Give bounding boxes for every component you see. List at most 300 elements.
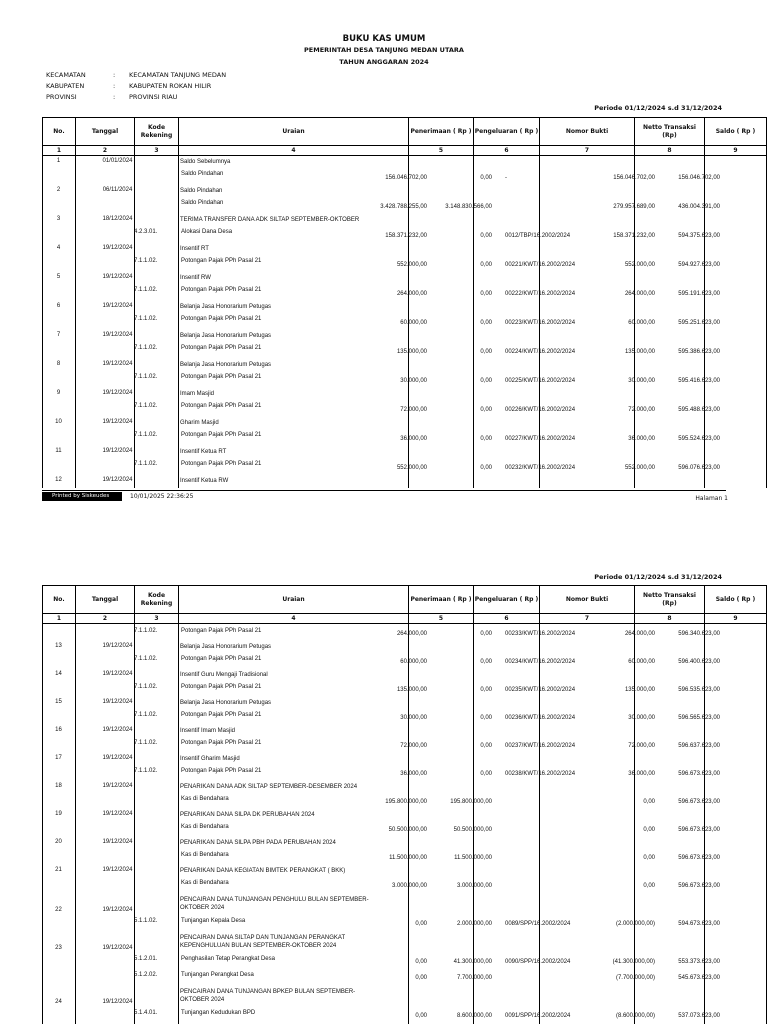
cell-saldo: 594.673.623,00 <box>678 921 720 927</box>
col-header-pengeluaran: Pengeluaran ( Rp ) <box>474 586 540 614</box>
col-header-uraian: Uraian <box>179 586 409 614</box>
cell-no: 16 <box>55 727 62 733</box>
cell-netto: 36.000,00 <box>628 436 655 442</box>
cell-uraian: Belanja Jasa Honorarium Petugas <box>180 362 272 368</box>
cell-uraian: Belanja Jasa Honorarium Petugas <box>180 333 272 339</box>
cell-pengeluaran: 0,00 <box>480 687 492 693</box>
cell-nomor-bukti: 0012/TBP/16.2002/2024 <box>505 233 571 239</box>
table-row <box>42 642 726 654</box>
cell-saldo: 553.373.623,00 <box>678 959 720 965</box>
cell-kode-rekening: 5.1.2.01. <box>134 956 158 962</box>
cell-uraian: PENCAIRAN DANA TUNJANGAN PENGHULU BULAN SEPTEMBER-OKTOBER 2024 <box>180 897 369 911</box>
table-row <box>42 459 726 476</box>
table-row <box>42 866 726 878</box>
cell-penerimaan: 552.000,00 <box>396 465 427 471</box>
cell-uraian: Potongan Pajak PPh Pasal 21 <box>181 287 262 293</box>
col-header-penerimaan: Penerimaan ( Rp ) <box>409 118 474 146</box>
cell-tanggal: 19/12/2024 <box>102 945 133 951</box>
col-header-tanggal: Tanggal <box>76 586 135 614</box>
table-row <box>42 1008 726 1024</box>
cell-uraian: Kas di Bendahara <box>181 824 229 830</box>
col-number: 4 <box>179 614 409 624</box>
cell-no: 1 <box>56 158 61 164</box>
cell-tanggal: 19/12/2024 <box>102 699 133 705</box>
cell-uraian: Belanja Jasa Honorarium Petugas <box>180 644 272 650</box>
page-number: Halaman 1 <box>695 495 728 502</box>
col-number: 5 <box>409 146 474 156</box>
cell-penerimaan: 36.000,00 <box>400 771 427 777</box>
col-header-tanggal: Tanggal <box>76 118 135 146</box>
printed-by-label: Printed by Siskeudes <box>42 492 122 501</box>
cell-uraian: Potongan Pajak PPh Pasal 21 <box>181 316 262 322</box>
cell-uraian: Belanja Jasa Honorarium Petugas <box>180 700 272 706</box>
cell-saldo: 595.488.623,00 <box>678 407 720 413</box>
cell-penerimaan: 0,00 <box>415 959 427 965</box>
cell-pengeluaran: 0,00 <box>480 291 492 297</box>
col-header-saldo: Saldo ( Rp ) <box>705 118 767 146</box>
table-row <box>42 314 726 331</box>
cell-saldo: 596.673.623,00 <box>678 827 720 833</box>
table-row <box>42 372 726 389</box>
cell-no: 17 <box>55 755 62 761</box>
col-header-pengeluaran: Pengeluaran ( Rp ) <box>474 118 540 146</box>
cell-saldo: 156.046.702,00 <box>678 175 720 181</box>
cell-uraian: Potongan Pajak PPh Pasal 21 <box>181 712 262 718</box>
cell-penerimaan: 135.000,00 <box>396 349 427 355</box>
cell-uraian: Insentif Ketua RW <box>180 478 229 484</box>
table-row <box>42 810 726 822</box>
table-row <box>42 227 726 244</box>
footer-divider <box>42 490 726 491</box>
cell-pengeluaran: 0,00 <box>480 233 492 239</box>
cell-tanggal: 19/12/2024 <box>102 907 133 913</box>
cell-nomor-bukti: 00227/KWT/16.2002/2024 <box>505 436 576 442</box>
cell-no: 7 <box>56 332 61 338</box>
cell-penerimaan: 60.000,00 <box>400 320 427 326</box>
table-row <box>42 782 726 794</box>
cell-tanggal: 19/12/2024 <box>102 245 133 251</box>
cell-saldo: 545.673.623,00 <box>678 975 720 981</box>
cell-saldo: 537.073.623,00 <box>678 1013 720 1019</box>
table-row <box>42 418 726 430</box>
cell-netto: 60.000,00 <box>628 659 655 665</box>
cell-no: 15 <box>55 699 62 705</box>
cell-saldo: 594.927.623,00 <box>678 262 720 268</box>
cell-pengeluaran: 0,00 <box>480 407 492 413</box>
cell-uraian: Insentif Imam Masjid <box>180 728 236 734</box>
cell-penerimaan: 156.046.702,00 <box>385 175 427 181</box>
cell-uraian: Kas di Bendahara <box>181 796 229 802</box>
table-row <box>42 169 726 186</box>
cell-saldo: 595.191.623,00 <box>678 291 720 297</box>
cell-saldo: 596.535.623,00 <box>678 687 720 693</box>
cell-no: 18 <box>55 783 62 789</box>
cell-uraian: Insentif RT <box>180 246 209 252</box>
cell-tanggal: 06/11/2024 <box>102 187 133 193</box>
cell-pengeluaran: 50.500.000,00 <box>453 827 492 833</box>
col-number: 5 <box>409 614 474 624</box>
cell-netto: (7.700.000,00) <box>615 975 655 981</box>
table-row <box>42 654 726 670</box>
col-header-kode: Kode Rekening <box>135 118 179 146</box>
cell-uraian: PENARIKAN DANA SILPA DK PERUBAHAN 2024 <box>180 812 315 818</box>
cell-penerimaan: 3.000.000,00 <box>391 883 427 889</box>
cell-kode-rekening: 7.1.1.02. <box>134 374 158 380</box>
cell-pengeluaran: 3.148.830.566,00 <box>445 204 492 210</box>
cell-penerimaan: 195.800.000,00 <box>385 799 427 805</box>
cell-uraian: PENARIKAN DANA SILPA PBH PADA PERUBAHAN 2024 <box>180 840 336 846</box>
cell-uraian: Saldo Pindahan <box>180 188 223 194</box>
table-row <box>42 954 726 970</box>
cell-pengeluaran: 0,00 <box>480 631 492 637</box>
cell-tanggal: 19/12/2024 <box>102 274 133 280</box>
cell-uraian: Insentif Ketua RT <box>180 449 227 455</box>
cell-kode-rekening: 7.1.1.02. <box>134 345 158 351</box>
col-header-uraian: Uraian <box>179 118 409 146</box>
cell-uraian: PENCAIRAN DANA TUNJANGAN BPKEP BULAN SEPTEMBER-OKTOBER 2024 <box>180 989 356 1003</box>
table-row <box>42 838 726 850</box>
cell-saldo: 596.400.623,00 <box>678 659 720 665</box>
cell-uraian: Potongan Pajak PPh Pasal 21 <box>181 345 262 351</box>
table-row <box>42 682 726 698</box>
table-row <box>42 198 726 215</box>
cell-netto: 158.371.232,00 <box>613 233 655 239</box>
col-number: 6 <box>474 614 540 624</box>
table-row <box>42 726 726 738</box>
col-header-kode: Kode Rekening <box>135 586 179 614</box>
cell-pengeluaran: 3.000.000,00 <box>456 883 492 889</box>
cell-no: 9 <box>56 390 61 396</box>
table-row <box>42 273 726 285</box>
cell-uraian: Potongan Pajak PPh Pasal 21 <box>181 374 262 380</box>
table-row <box>42 878 726 894</box>
cell-kode-rekening: 7.1.1.02. <box>134 258 158 264</box>
cell-no: 2 <box>56 187 61 193</box>
col-number: 3 <box>135 614 179 624</box>
cell-uraian: Saldo Sebelumnya <box>180 159 231 165</box>
cell-penerimaan: 36.000,00 <box>400 436 427 442</box>
cell-uraian: Potongan Pajak PPh Pasal 21 <box>181 684 262 690</box>
cell-nomor-bukti: 00238/KWT/16.2002/2024 <box>505 771 576 777</box>
table-row <box>42 670 726 682</box>
cell-saldo: 596.673.623,00 <box>678 883 720 889</box>
cell-netto: 72.000,00 <box>628 407 655 413</box>
cell-pengeluaran: 0,00 <box>480 378 492 384</box>
cell-kode-rekening: 5.1.2.02. <box>134 972 158 978</box>
table-row <box>42 157 726 169</box>
table-row <box>42 894 726 916</box>
cell-uraian: Gharim Masjid <box>180 420 219 426</box>
col-number: 7 <box>540 614 635 624</box>
table-row <box>42 970 726 986</box>
cell-tanggal: 19/12/2024 <box>102 361 133 367</box>
cell-tanggal: 19/12/2024 <box>102 419 133 425</box>
cell-tanggal: 18/12/2024 <box>102 216 133 222</box>
cell-nomor-bukti: 00226/KWT/16.2002/2024 <box>505 407 576 413</box>
cell-netto: 135.000,00 <box>624 687 655 693</box>
cell-nomor-bukti: 0089/SPP/16.2002/2024 <box>505 921 571 927</box>
cell-no: 6 <box>56 303 61 309</box>
table-row <box>42 822 726 838</box>
cell-pengeluaran: 0,00 <box>480 175 492 181</box>
col-number: 2 <box>76 614 135 624</box>
table-row <box>42 331 726 343</box>
cell-uraian: Saldo Pindahan <box>181 171 224 177</box>
table-row <box>42 256 726 273</box>
cell-uraian: Kas di Bendahara <box>181 852 229 858</box>
cell-penerimaan: 50.500.000,00 <box>388 827 427 833</box>
cell-pengeluaran: 0,00 <box>480 349 492 355</box>
cell-kode-rekening: 7.1.1.02. <box>134 656 158 662</box>
col-number: 9 <box>705 146 767 156</box>
cell-uraian: Penghasilan Tetap Perangkat Desa <box>181 956 275 962</box>
print-timestamp: 10/01/2025 22:36:25 <box>130 493 194 500</box>
document-title: BUKU KAS UMUM <box>342 34 426 44</box>
cell-uraian: PENARIKAN DANA ADK SILTAP SEPTEMBER-DESEMBER 2024 <box>180 784 358 790</box>
cell-uraian: Saldo Pindahan <box>181 200 224 206</box>
cell-uraian: Potongan Pajak PPh Pasal 21 <box>181 740 262 746</box>
cell-netto: 60.000,00 <box>628 320 655 326</box>
cell-netto: (41.300.000,00) <box>612 959 655 965</box>
cell-no: 13 <box>55 643 62 649</box>
col-number: 2 <box>76 146 135 156</box>
cell-tanggal: 19/12/2024 <box>102 755 133 761</box>
cell-no: 10 <box>55 419 62 425</box>
col-number: 1 <box>43 146 76 156</box>
col-header-penerimaan: Penerimaan ( Rp ) <box>409 586 474 614</box>
cell-netto: 264.000,00 <box>624 631 655 637</box>
cell-penerimaan: 0,00 <box>415 1013 427 1019</box>
cell-netto: 552.000,00 <box>624 262 655 268</box>
cell-tanggal: 19/12/2024 <box>102 839 133 845</box>
cell-pengeluaran: 0,00 <box>480 743 492 749</box>
period-label-page-2: Periode 01/12/2024 s.d 31/12/2024 <box>594 573 722 581</box>
cell-no: 23 <box>55 945 62 951</box>
cell-pengeluaran: 7.700.000,00 <box>456 975 492 981</box>
table-row <box>42 626 726 642</box>
cell-kode-rekening: 7.1.1.02. <box>134 712 158 718</box>
cell-nomor-bukti: 00232/KWT/16.2002/2024 <box>505 465 576 471</box>
cell-no: 20 <box>55 839 62 845</box>
cell-netto: (2.000.000,00) <box>615 921 655 927</box>
cell-saldo: 595.251.623,00 <box>678 320 720 326</box>
cell-penerimaan: 11.500.000,00 <box>389 855 427 861</box>
table-row <box>42 215 726 227</box>
cell-saldo: 596.673.623,00 <box>678 771 720 777</box>
cell-saldo: 596.673.623,00 <box>678 799 720 805</box>
cell-nomor-bukti: 00221/KWT/16.2002/2024 <box>505 262 576 268</box>
cell-kode-rekening: 7.1.1.02. <box>134 316 158 322</box>
cell-netto: 0,00 <box>643 883 655 889</box>
table-row <box>42 698 726 710</box>
cell-pengeluaran: 0,00 <box>480 262 492 268</box>
cell-pengeluaran: 0,00 <box>480 771 492 777</box>
cell-uraian: TERIMA TRANSFER DANA ADK SILTAP SEPTEMBER-OKTOBER <box>180 217 360 223</box>
cell-penerimaan: 552.000,00 <box>396 262 427 268</box>
cell-nomor-bukti: 00234/KWT/16.2002/2024 <box>505 659 576 665</box>
period-label: Periode 01/12/2024 s.d 31/12/2024 <box>594 104 722 112</box>
cell-tanggal: 19/12/2024 <box>102 643 133 649</box>
cell-nomor-bukti: 00223/KWT/16.2002/2024 <box>505 320 576 326</box>
table-row <box>42 738 726 754</box>
cell-uraian: Potongan Pajak PPh Pasal 21 <box>181 461 262 467</box>
col-number: 6 <box>474 146 540 156</box>
cell-nomor-bukti: 00222/KWT/16.2002/2024 <box>505 291 576 297</box>
cell-tanggal: 19/12/2024 <box>102 390 133 396</box>
cell-netto: 156.046.702,00 <box>613 175 655 181</box>
col-header-saldo: Saldo ( Rp ) <box>705 586 767 614</box>
cell-netto: 0,00 <box>643 855 655 861</box>
cell-uraian: PENARIKAN DANA KEGIATAN BIMTEK PERANGKAT ( BKK) <box>180 868 346 874</box>
col-number: 1 <box>43 614 76 624</box>
cell-pengeluaran: 2.000.000,00 <box>456 921 492 927</box>
cell-kode-rekening: 5.1.1.02. <box>134 918 158 924</box>
cell-nomor-bukti: 0091/SPP/16.2002/2024 <box>505 1013 571 1019</box>
cell-uraian: Potongan Pajak PPh Pasal 21 <box>181 628 262 634</box>
cell-nomor-bukti: 00224/KWT/16.2002/2024 <box>505 349 576 355</box>
cell-kode-rekening: 7.1.1.02. <box>134 628 158 634</box>
cell-nomor-bukti: 00236/KWT/16.2002/2024 <box>505 715 576 721</box>
col-number: 8 <box>635 146 705 156</box>
cell-uraian: Potongan Pajak PPh Pasal 21 <box>181 403 262 409</box>
cell-uraian: Imam Masjid <box>180 391 215 397</box>
cell-netto: 72.000,00 <box>628 743 655 749</box>
cell-kode-rekening: 5.1.4.01. <box>134 1010 158 1016</box>
cell-saldo: 595.386.623,00 <box>678 349 720 355</box>
cell-tanggal: 19/12/2024 <box>102 671 133 677</box>
cell-nomor-bukti: - <box>505 175 507 181</box>
cell-netto: 36.000,00 <box>628 771 655 777</box>
cell-saldo: 596.673.623,00 <box>678 855 720 861</box>
cell-penerimaan: 30.000,00 <box>400 715 427 721</box>
table-row <box>42 244 726 256</box>
table-row <box>42 932 726 954</box>
cell-no: 22 <box>55 907 62 913</box>
table-row <box>42 343 726 360</box>
cell-tanggal: 19/12/2024 <box>102 477 133 483</box>
cell-penerimaan: 0,00 <box>415 975 427 981</box>
cell-penerimaan: 135.000,00 <box>396 687 427 693</box>
cell-penerimaan: 72.000,00 <box>400 407 427 413</box>
cell-tanggal: 19/12/2024 <box>102 999 133 1005</box>
cell-penerimaan: 264.000,00 <box>396 631 427 637</box>
cell-uraian: Tunjangan Kedudukan BPD <box>181 1010 256 1016</box>
cell-saldo: 595.524.623,00 <box>678 436 720 442</box>
cell-uraian: Alokasi Dana Desa <box>181 229 233 235</box>
cell-uraian: Potongan Pajak PPh Pasal 21 <box>181 656 262 662</box>
cell-pengeluaran: 0,00 <box>480 715 492 721</box>
cell-tanggal: 19/12/2024 <box>102 303 133 309</box>
cell-penerimaan: 0,00 <box>415 921 427 927</box>
cell-netto: 30.000,00 <box>628 378 655 384</box>
cell-uraian: Tunjangan Kepala Desa <box>181 918 246 924</box>
document-subtitle: PEMERINTAH DESA TANJUNG MEDAN UTARA <box>304 46 464 54</box>
cell-netto: 30.000,00 <box>628 715 655 721</box>
cell-no: 12 <box>55 477 62 483</box>
table-row <box>42 186 726 198</box>
cell-tanggal: 19/12/2024 <box>102 811 133 817</box>
col-header-bukti: Nomor Bukti <box>540 118 635 146</box>
table-row <box>42 285 726 302</box>
cell-netto: 0,00 <box>643 799 655 805</box>
cell-netto: 135.000,00 <box>624 349 655 355</box>
cell-no: 14 <box>55 671 62 677</box>
cell-no: 3 <box>56 216 61 222</box>
cell-no: 21 <box>55 867 62 873</box>
cell-tanggal: 19/12/2024 <box>102 448 133 454</box>
cell-saldo: 595.416.623,00 <box>678 378 720 384</box>
col-header-netto: Netto Transaksi (Rp) <box>635 586 705 614</box>
cell-no: 4 <box>56 245 61 251</box>
cell-saldo: 436.004.391,00 <box>678 204 720 210</box>
cell-nomor-bukti: 00225/KWT/16.2002/2024 <box>505 378 576 384</box>
cell-uraian: Potongan Pajak PPh Pasal 21 <box>181 768 262 774</box>
cell-saldo: 596.565.623,00 <box>678 715 720 721</box>
cell-nomor-bukti: 00235/KWT/16.2002/2024 <box>505 687 576 693</box>
cell-pengeluaran: 41.300.000,00 <box>453 959 492 965</box>
cell-kode-rekening: 4.2.3.01. <box>134 229 158 235</box>
cell-netto: (8.600.000,00) <box>615 1013 655 1019</box>
table-row <box>42 389 726 401</box>
cell-pengeluaran: 0,00 <box>480 659 492 665</box>
table-row <box>42 754 726 766</box>
cell-pengeluaran: 0,00 <box>480 320 492 326</box>
table-row <box>42 401 726 418</box>
col-number: 8 <box>635 614 705 624</box>
cell-saldo: 594.375.623,00 <box>678 233 720 239</box>
cell-nomor-bukti: 00237/KWT/16.2002/2024 <box>505 743 576 749</box>
cell-penerimaan: 60.000,00 <box>400 659 427 665</box>
cell-pengeluaran: 8.600.000,00 <box>456 1013 492 1019</box>
cell-uraian: Insentif Gharim Masjid <box>180 756 240 762</box>
cell-uraian: Insentif RW <box>180 275 211 281</box>
col-number: 7 <box>540 146 635 156</box>
table-row <box>42 476 726 488</box>
cell-no: 24 <box>55 999 62 1005</box>
cell-no: 8 <box>56 361 61 367</box>
col-number: 9 <box>705 614 767 624</box>
col-number: 3 <box>135 146 179 156</box>
cell-kode-rekening: 7.1.1.02. <box>134 287 158 293</box>
cell-kode-rekening: 7.1.1.02. <box>134 740 158 746</box>
cell-kode-rekening: 7.1.1.02. <box>134 461 158 467</box>
cell-saldo: 596.340.623,00 <box>678 631 720 637</box>
cell-penerimaan: 158.371.232,00 <box>385 233 427 239</box>
fiscal-year: TAHUN ANGGARAN 2024 <box>339 58 429 66</box>
cell-no: 5 <box>56 274 61 280</box>
cell-uraian: Tunjangan Perangkat Desa <box>181 972 254 978</box>
cell-uraian: Potongan Pajak PPh Pasal 21 <box>181 432 262 438</box>
cell-uraian: Belanja Jasa Honorarium Petugas <box>180 304 272 310</box>
table-row <box>42 986 726 1008</box>
cell-uraian: Kas di Bendahara <box>181 880 229 886</box>
cell-penerimaan: 30.000,00 <box>400 378 427 384</box>
cell-netto: 279.957.689,00 <box>613 204 655 210</box>
table-row <box>42 710 726 726</box>
cell-tanggal: 01/01/2024 <box>102 158 133 164</box>
cell-nomor-bukti: 0090/SPP/16.2002/2024 <box>505 959 571 965</box>
cell-netto: 552.000,00 <box>624 465 655 471</box>
cell-uraian: Insentif Guru Mengaji Tradisional <box>180 672 268 678</box>
cell-tanggal: 19/12/2024 <box>102 727 133 733</box>
cell-pengeluaran: 0,00 <box>480 436 492 442</box>
cell-pengeluaran: 11.500.000,00 <box>454 855 492 861</box>
col-header-no: No. <box>43 586 76 614</box>
cell-saldo: 596.637.623,00 <box>678 743 720 749</box>
cell-no: 11 <box>55 448 62 454</box>
cell-kode-rekening: 7.1.1.02. <box>134 432 158 438</box>
cell-tanggal: 19/12/2024 <box>102 867 133 873</box>
